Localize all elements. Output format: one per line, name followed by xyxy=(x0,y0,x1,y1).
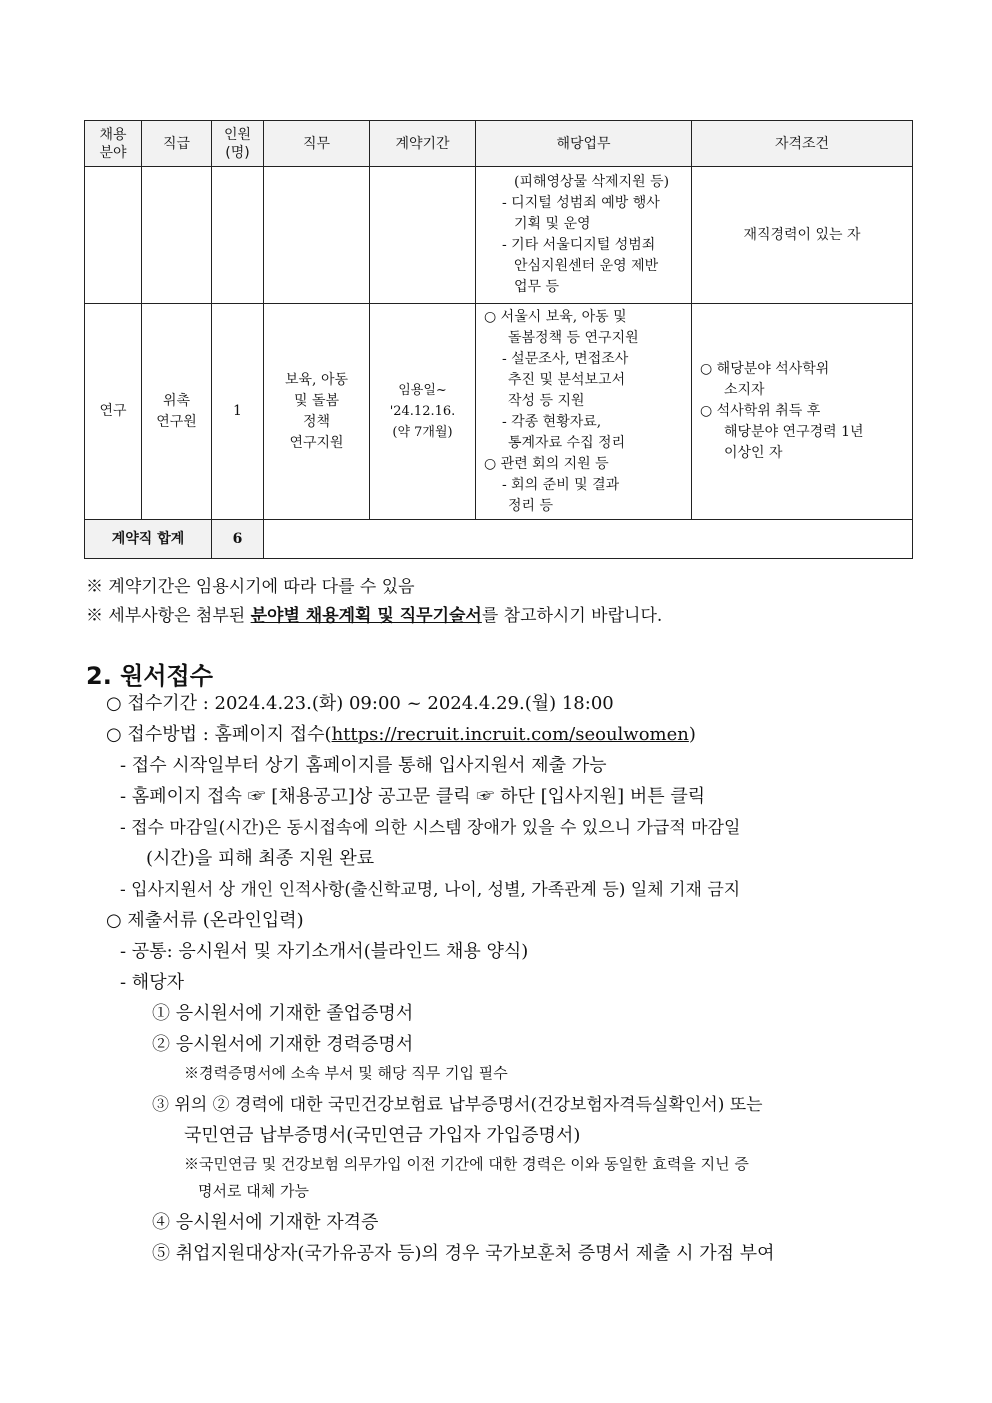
method-item-cont: (시간)을 피해 최종 지원 완료 xyxy=(146,848,375,869)
documents-subitem: ④ 응시원서에 기재한 자격증 xyxy=(152,1212,379,1233)
documents-subnote: ※국민연금 및 건강보험 의무가입 이전 기간에 대한 경력은 이와 동일한 효력을 지닌 증 xyxy=(184,1155,749,1173)
recruit-link[interactable]: https://recruit.incruit.com/seoulwomen xyxy=(331,724,689,745)
header-count: 인원 (명) xyxy=(212,121,264,167)
table-row xyxy=(85,304,913,520)
note-underlined: 분야별 채용계획 및 직무기술서 xyxy=(250,606,482,626)
method-item: - 접수 시작일부터 상기 홈페이지를 통해 입사지원서 제출 가능 xyxy=(120,755,607,776)
cell-empty xyxy=(142,167,212,304)
header-rank: 직급 xyxy=(142,121,212,167)
table-total-row xyxy=(85,520,913,559)
cell-empty xyxy=(264,520,913,559)
job-line: 정책 xyxy=(302,413,331,430)
note-text: ※ 세부사항은 첨부된 xyxy=(86,606,251,626)
documents-subitem-cont: 국민연금 납부증명서(국민연금 가입자 가입증명서) xyxy=(184,1125,581,1146)
qual-line: 이상인 자 xyxy=(724,445,783,461)
section-title: 2. 원서접수 xyxy=(86,662,213,690)
documents-heading: ○ 제출서류 (온라인입력) xyxy=(106,910,304,931)
cell-empty xyxy=(370,167,476,304)
note-contract-period: ※ 계약기간은 임용시기에 따라 다를 수 있음 xyxy=(86,577,415,597)
cell-duties xyxy=(476,167,692,304)
duty-line: 통계자료 수집 정리 xyxy=(508,434,626,451)
duty-line: 안심지원센터 운영 제반 xyxy=(514,258,659,274)
recruitment-table xyxy=(84,120,913,559)
documents-subnote-cont: 명서로 대체 가능 xyxy=(198,1182,309,1200)
documents-subitem: ① 응시원서에 기재한 졸업증명서 xyxy=(152,1003,414,1024)
table-header-row xyxy=(85,121,913,167)
duty-line: - 기타 서울디지털 성범죄 xyxy=(502,237,656,253)
header-field: 채용 분야 xyxy=(85,121,142,167)
cell-count: 1 xyxy=(212,304,264,520)
cell-job xyxy=(264,304,370,520)
documents-item: - 공통: 응시원서 및 자기소개서(블라인드 채용 양식) xyxy=(120,941,529,962)
method-text: ○ 접수방법 : 홈페이지 접수( xyxy=(106,724,332,745)
rank-line: 위촉 xyxy=(162,392,191,409)
application-period: ○ 접수기간 : 2024.4.23.(화) 09:00 ~ 2024.4.29.(월) 18:00 xyxy=(106,693,614,714)
rank-line: 연구원 xyxy=(156,413,197,430)
qual-line: 해당분야 연구경력 1년 xyxy=(724,424,864,440)
table-row xyxy=(85,167,913,304)
documents-item: - 해당자 xyxy=(120,972,184,993)
duty-line: 업무 등 xyxy=(514,279,560,295)
cell-empty xyxy=(212,167,264,304)
cell-duties xyxy=(476,304,692,520)
duty-line: 돌봄정책 등 연구지원 xyxy=(508,329,639,346)
note-details xyxy=(86,601,662,626)
cell-rank xyxy=(142,304,212,520)
duty-line: (피해영상물 삭제지원 등) xyxy=(514,174,670,190)
job-line: 연구지원 xyxy=(289,434,344,451)
duty-line: - 설문조사, 면접조사 xyxy=(502,350,629,367)
header-duties: 해당업무 xyxy=(476,121,692,167)
total-value: 6 xyxy=(212,520,264,559)
header-qualification: 자격조건 xyxy=(692,121,913,167)
note-text: 를 참고하시기 바랍니다. xyxy=(481,606,663,626)
job-line: 보육, 아동 xyxy=(285,371,348,388)
cell-empty xyxy=(85,167,142,304)
duty-line: - 각종 현황자료, xyxy=(502,413,602,430)
period-line: '24.12.16. xyxy=(389,404,456,419)
qual-line: 소지자 xyxy=(724,382,765,398)
duty-line: 추진 및 분석보고서 xyxy=(508,371,626,388)
job-line: 및 돌봄 xyxy=(293,392,340,409)
period-line: 임용일~ xyxy=(398,383,447,398)
cell-period xyxy=(370,304,476,520)
method-text: ) xyxy=(688,724,696,745)
duty-line: - 디지털 성범죄 예방 행사 xyxy=(502,195,660,211)
method-item: - 입사지원서 상 개인 인적사항(출신학교명, 나이, 성별, 가족관계 등) 일체 기재 금지 xyxy=(120,880,741,900)
qual-line: ○ 석사학위 취득 후 xyxy=(700,403,821,419)
documents-subitem: ② 응시원서에 기재한 경력증명서 xyxy=(152,1034,414,1055)
duty-line: ○ 관련 회의 지원 등 xyxy=(484,455,609,472)
method-item: - 홈페이지 접속 ☞ [채용공고]상 공고문 클릭 ☞ 하단 [입사지원] 버튼 클릭 xyxy=(120,786,706,807)
duty-line: ○ 서울시 보육, 아동 및 xyxy=(484,308,627,325)
cell-empty xyxy=(264,167,370,304)
cell-field: 연구 xyxy=(85,304,142,520)
period-line: (약 7개월) xyxy=(392,425,453,440)
qual-line: ○ 해당분야 석사학위 xyxy=(700,361,830,377)
header-period: 계약기간 xyxy=(370,121,476,167)
header-job: 직무 xyxy=(264,121,370,167)
duty-line: 정리 등 xyxy=(508,497,554,514)
duty-line: 작성 등 지원 xyxy=(508,392,585,409)
duty-line: - 회의 준비 및 결과 xyxy=(502,476,620,493)
method-item: - 접수 마감일(시간)은 동시접속에 의한 시스템 장애가 있을 수 있으니 가급적 마감일 xyxy=(120,818,741,838)
documents-subitem: ⑤ 취업지원대상자(국가유공자 등)의 경우 국가보훈처 증명서 제출 시 가점 부여 xyxy=(152,1243,775,1264)
application-method xyxy=(106,720,696,746)
cell-qualification: 재직경력이 있는 자 xyxy=(692,167,913,304)
total-label: 계약직 합계 xyxy=(85,520,212,559)
documents-subitem: ③ 위의 ② 경력에 대한 국민건강보험료 납부증명서(건강보험자격득실확인서) 또는 xyxy=(152,1095,763,1115)
documents-subnote: ※경력증명서에 소속 부서 및 해당 직무 기입 필수 xyxy=(184,1064,508,1082)
duty-line: 기획 및 운영 xyxy=(514,216,591,232)
cell-qualification xyxy=(692,304,913,520)
